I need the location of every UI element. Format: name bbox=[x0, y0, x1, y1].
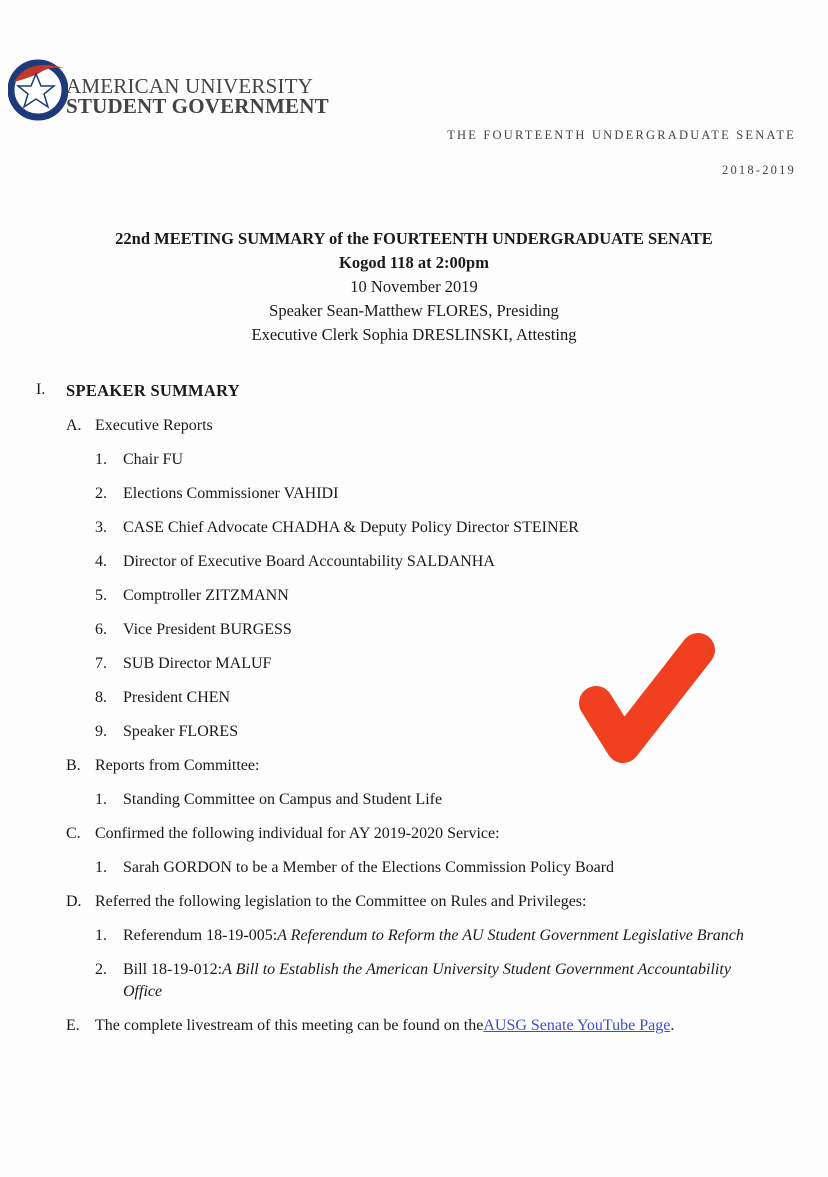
subsection-label: D. bbox=[66, 893, 82, 910]
subsection-c bbox=[66, 823, 500, 845]
meeting-heading bbox=[0, 227, 828, 347]
subsection-label: C. bbox=[66, 825, 81, 842]
item-number: 6. bbox=[95, 621, 107, 638]
item-number: 4. bbox=[95, 553, 107, 570]
item-text: Chair FU bbox=[123, 451, 183, 468]
youtube-page-link[interactable]: AUSG Senate YouTube Page bbox=[483, 1017, 671, 1034]
presiding-officer: Speaker Sean-Matthew FLORES, Presiding bbox=[269, 301, 559, 320]
meeting-title: 22nd MEETING SUMMARY of the FOURTEENTH UNDERGRADUATE SENATE bbox=[115, 229, 713, 248]
item-text: President CHEN bbox=[123, 689, 231, 706]
subsection-label: E. bbox=[66, 1017, 80, 1034]
subsection-d bbox=[66, 891, 586, 913]
list-item bbox=[95, 619, 292, 641]
item-number: 5. bbox=[95, 587, 107, 604]
period: . bbox=[670, 1017, 675, 1034]
attesting-clerk: Executive Clerk Sophia DRESLINSKI, Attesting bbox=[251, 325, 577, 344]
item-number: 8. bbox=[95, 689, 107, 706]
section-number: I. bbox=[36, 381, 46, 398]
au-student-government-logo bbox=[8, 52, 338, 132]
subsection-title: Referred the following legislation to the Committee on Rules and Privileges: bbox=[95, 893, 587, 910]
item-text: Elections Commissioner VAHIDI bbox=[123, 485, 339, 502]
item-text: Director of Executive Board Accountability SALDANHA bbox=[123, 553, 495, 570]
list-item bbox=[95, 721, 238, 743]
subsection-label: B. bbox=[66, 757, 81, 774]
item-number: 1. bbox=[95, 791, 107, 808]
item-text: CASE Chief Advocate CHADHA & Deputy Policy Director STEINER bbox=[123, 519, 579, 536]
item-text: Referendum 18-19-005: bbox=[123, 927, 278, 944]
item-number: 9. bbox=[95, 723, 107, 740]
item-text: Vice President BURGESS bbox=[123, 621, 292, 638]
item-number: 1. bbox=[95, 451, 107, 468]
meeting-location: Kogod 118 at 2:00pm bbox=[339, 253, 489, 272]
checkmark-icon bbox=[578, 628, 718, 778]
item-number: 1. bbox=[95, 927, 107, 944]
list-item bbox=[95, 687, 230, 709]
list-item bbox=[95, 653, 271, 675]
subsection-b bbox=[66, 755, 259, 777]
legislation-title-continued: Office bbox=[123, 983, 163, 1000]
list-item bbox=[95, 789, 442, 811]
subsection-text: The complete livestream of this meeting can be found on the bbox=[95, 1017, 484, 1034]
item-number: 7. bbox=[95, 655, 107, 672]
item-number: 2. bbox=[95, 961, 107, 978]
logo-line-2: STUDENT GOVERNMENT bbox=[66, 94, 329, 118]
item-text: Bill 18-19-012: bbox=[123, 961, 223, 978]
item-number: 2. bbox=[95, 485, 107, 502]
subsection-title: Confirmed the following individual for AY 2019-2020 Service: bbox=[95, 825, 500, 842]
logo-line-1: AMERICAN UNIVERSITY bbox=[66, 74, 314, 98]
subsection-title: Executive Reports bbox=[95, 417, 213, 434]
subsection-title: Reports from Committee: bbox=[95, 757, 260, 774]
subsection-e bbox=[66, 1015, 674, 1037]
item-text: Comptroller ZITZMANN bbox=[123, 587, 289, 604]
section-title: SPEAKER SUMMARY bbox=[66, 381, 240, 400]
legislation-title: A Bill to Establish the American University Student Government Accountability bbox=[222, 961, 731, 978]
item-text: Speaker FLORES bbox=[123, 723, 239, 740]
legislation-title: A Referendum to Reform the AU Student Government Legislative Branch bbox=[277, 927, 744, 944]
item-text: SUB Director MALUF bbox=[123, 655, 272, 672]
item-number: 1. bbox=[95, 859, 107, 876]
item-number: 3. bbox=[95, 519, 107, 536]
eagle-star-icon bbox=[8, 52, 68, 132]
list-item bbox=[95, 585, 289, 607]
senate-header: THE FOURTEENTH UNDERGRADUATE SENATE bbox=[447, 128, 796, 142]
list-item bbox=[95, 551, 495, 573]
meeting-date: 10 November 2019 bbox=[350, 277, 478, 296]
item-text: Sarah GORDON to be a Member of the Elections Commission Policy Board bbox=[123, 859, 615, 876]
list-item bbox=[95, 959, 731, 981]
item-text: Standing Committee on Campus and Student Life bbox=[123, 791, 443, 808]
list-item bbox=[95, 857, 614, 879]
session-years: 2018-2019 bbox=[722, 163, 796, 177]
list-item bbox=[95, 925, 744, 947]
list-item bbox=[95, 449, 183, 471]
list-item bbox=[95, 517, 579, 539]
subsection-a bbox=[66, 415, 213, 437]
subsection-label: A. bbox=[66, 417, 82, 434]
list-item bbox=[95, 483, 338, 505]
